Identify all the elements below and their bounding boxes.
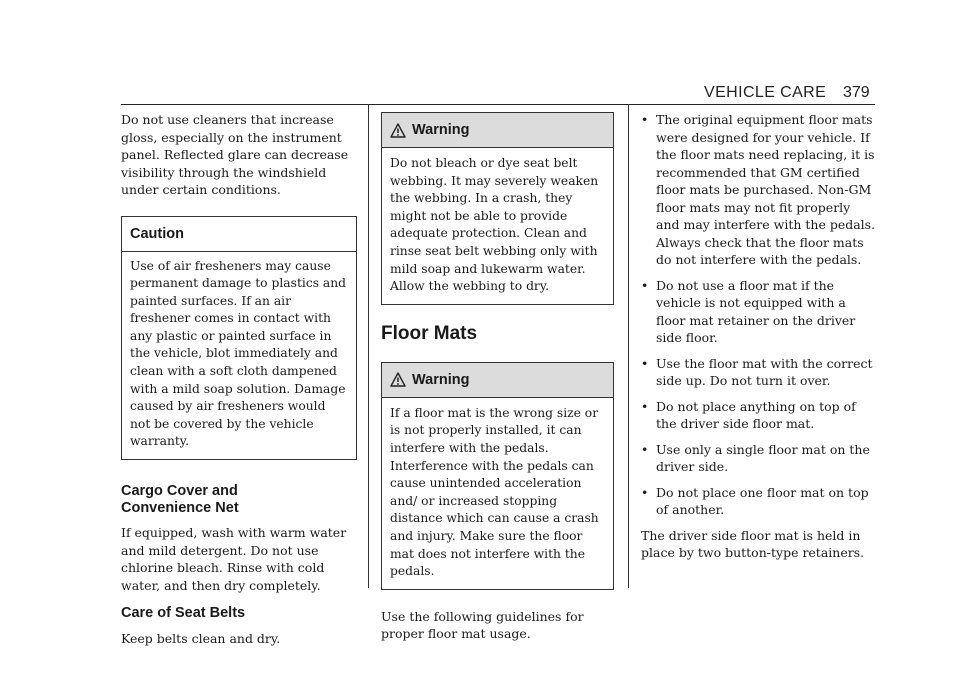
column-divider-2 (628, 104, 629, 588)
list-item-text: Do not use a floor mat if the vehicle is not equipped with a floor mat retainer on the driver side floor. (656, 277, 856, 345)
guidelines-paragraph: Use the following guidelines for proper floor mat usage. (381, 608, 584, 642)
bullet-marker: • (641, 112, 649, 127)
caution-title: Caution (122, 217, 356, 252)
cargo-heading (121, 483, 357, 517)
list-item (641, 111, 877, 269)
warning-text: Do not bleach or dye seat belt webbing. It may severely weaken the webbing. In a crash, they might not be able to provide adequate protection. Clean and rinse seat belt webbing only with mild soap and lukewarm water. Allow the webbing to dry. (390, 156, 599, 294)
column-2 (381, 111, 614, 643)
caution-box (121, 216, 357, 461)
list-item-text: The original equipment floor mats were designed for your vehicle. If the floor mats need replacing, it is recommended that GM certified floor mats be purchased. Non-GM floor mats may not fit properly and may interfere with the pedals. Always check that the floor mats do not interfere with the pedals. (656, 112, 876, 267)
bullet-marker: • (641, 355, 649, 371)
seatbelts-text: Keep belts clean and dry. (121, 631, 281, 647)
floor-mats-heading: Floor Mats (381, 322, 478, 344)
warning-text: If a floor mat is the wrong size or is not properly installed, it can interfere with the pedals. Interference with the pedals can cause unintended acceleration and/ or increased stopping distance which can cause a crash and injury. Make sure the floor mat does not interfere with the pedals. (390, 405, 599, 579)
column-divider-1 (368, 104, 369, 588)
list-item (641, 441, 877, 476)
list-item (641, 398, 877, 433)
section-label: VEHICLE CARE (704, 84, 827, 101)
header-rule (121, 104, 875, 105)
bullet-marker: • (641, 441, 649, 457)
caution-text: Use of air fresheners may cause permanent damage to plastics and painted surfaces. If an air freshener comes in contact with any plastic or painted surface in the vehicle, blot immediately and clean with a soft cloth dampened with a mild soap solution. Damage caused by air fresheners would not be covered by the vehicle warranty. (130, 258, 347, 449)
warning-triangle-icon (390, 372, 406, 387)
page-number: 379 (843, 84, 870, 101)
warning-triangle-icon (390, 123, 406, 138)
list-item-text: Use only a single floor mat on the driver side. (656, 441, 870, 474)
warning-title: Warning (412, 371, 470, 388)
cargo-heading-line2: Convenience Net (121, 500, 239, 517)
list-item-text: Use the floor mat with the correct side up. Do not turn it over. (656, 355, 873, 388)
warning-box-floor-mat (381, 362, 614, 590)
list-item (641, 484, 877, 519)
column-1 (121, 111, 357, 648)
cargo-text: If equipped, wash with warm water and mild detergent. Do not use chlorine bleach. Rinse with cold water, and then dry completely. (121, 525, 347, 593)
bullet-marker: • (641, 277, 649, 293)
cargo-heading-line1: Cargo Cover and (121, 483, 238, 500)
bullet-marker: • (641, 398, 649, 414)
list-item (641, 277, 877, 347)
warning-box-seatbelt (381, 112, 614, 305)
bullet-marker: • (641, 484, 649, 500)
seatbelts-heading: Care of Seat Belts (121, 605, 246, 622)
page-header (0, 0, 960, 110)
closing-paragraph: The driver side floor mat is held in place by two button-type retainers. (641, 527, 865, 560)
list-item-text: Do not place one floor mat on top of another. (656, 484, 869, 517)
list-item-text: Do not place anything on top of the driver side floor mat. (656, 398, 856, 431)
column-3 (641, 111, 877, 562)
warning-title: Warning (412, 122, 470, 138)
intro-paragraph: Do not use cleaners that increase gloss, especially on the instrument panel. Reflected glare can decrease visibility through the windshield under certain conditions. (121, 112, 349, 197)
list-item (641, 355, 877, 390)
